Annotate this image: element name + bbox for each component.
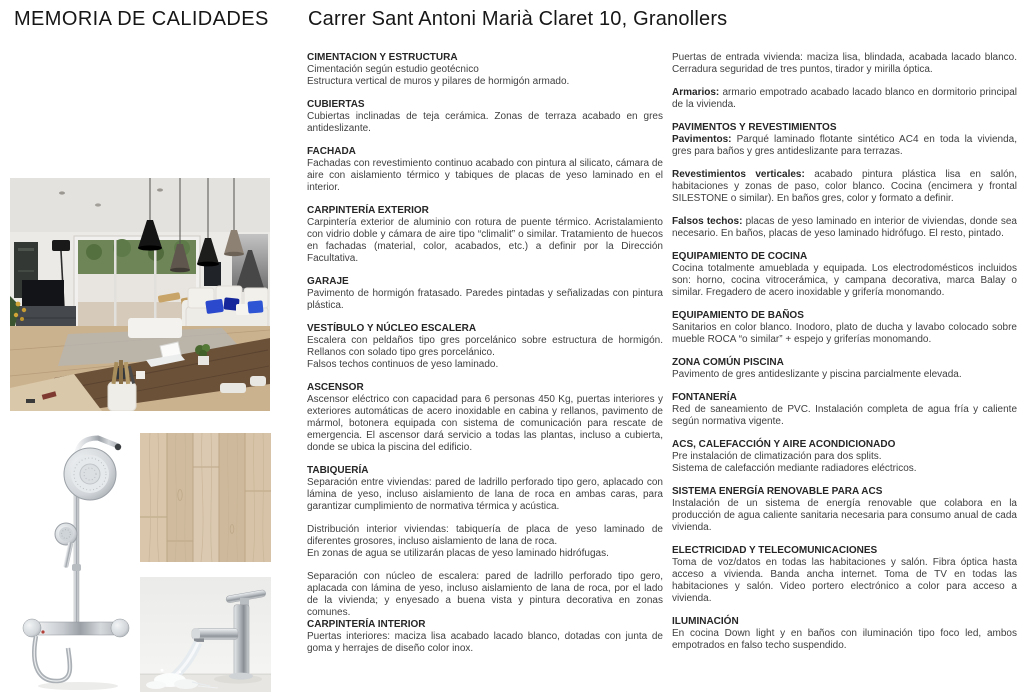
section-armarios — [672, 87, 1017, 111]
section-tabiqueria — [307, 465, 663, 619]
section-paragraph — [672, 134, 1017, 158]
section-paragraph: Puertas interiores: maciza lisa acabado lacado blanco, dotadas con junta de goma y herrajes de diseño color inox. — [307, 631, 663, 654]
section-paragraph: Pavimento de gres antideslizante y piscina parcialmente elevada. — [672, 369, 962, 380]
page-title: MEMORIA DE CALIDADES — [14, 8, 269, 30]
section-paragraph: Distribución interior viviendas: tabiquería de placa de yeso laminado de diferentes grosores, incluso aislamiento de lana de roca. — [307, 524, 663, 547]
paragraph-lead: Revestimientos verticales: — [672, 169, 815, 180]
section-paragraph: Cocina totalmente amueblada y equipada. Los electrodomésticos incluidos son: horno, cocina vitrocerámica, y campana decorativa, marca Balay o similar. Fregadero de acero inoxidable y grifería monomando. — [672, 263, 1017, 298]
section-paragraph: Instalación de un sistema de energía renovable que colabora en la producción de agua caliente sanitaria necesaria para consumo anual de cada vivienda. — [672, 498, 1017, 533]
section-paragraph — [672, 216, 1017, 240]
section-paragraph: Toma de voz/datos en todas las habitaciones y salón. Fibra óptica hasta acceso a vivienda. Banda ancha internet. Toma de TV en todas las habitaciones y salón. Video portero electrónico a color para acceso a vivienda. — [672, 557, 1017, 604]
section-cubiertas — [307, 99, 663, 135]
section-paragraph: Red de saneamiento de PVC. Instalación completa de agua fría y caliente según normativa vigente. — [672, 404, 1017, 427]
section-paragraph: Falsos techos continuos de yeso laminado. — [307, 359, 499, 370]
section-pavimentos-revestimientos — [672, 122, 1017, 240]
section-heading: CARPINTERÍA EXTERIOR — [307, 205, 429, 216]
section-paragraph: En zonas de agua se utilizarán placas de yeso laminado hidrófugas. — [307, 548, 609, 559]
section-paragraph: Escalera con peldaños tipo gres porcelánico sobre estructura de hormigón. Rellanos con solado tipo gres porcelánico. — [307, 335, 663, 358]
column-specs-right — [672, 52, 1017, 663]
section-ascensor — [307, 382, 663, 454]
section-paragraph: Carpintería exterior de aluminio con rotura de puente térmico. Acristalamiento con vidrio doble y cámara de aire tipo “climalit” o similar. Tratamiento de huecos en fachadas (material, color, acabados, etc.) a definir por la Dirección Facultativa. — [307, 217, 663, 264]
section-heading: CARPINTERÍA INTERIOR — [307, 619, 426, 630]
section-garaje — [307, 276, 663, 312]
section-heading: FONTANERÍA — [672, 392, 737, 403]
section-equipamiento-cocina — [672, 251, 1017, 299]
section-energia-renovable — [672, 486, 1017, 534]
section-vestibulo-escalera — [307, 323, 663, 371]
section-paragraph — [672, 169, 1017, 205]
section-fontaneria — [672, 392, 1017, 428]
section-cimentacion-estructura — [307, 52, 663, 88]
living-room-photo — [10, 178, 270, 411]
page-subtitle-address: Carrer Sant Antoni Marià Claret 10, Granollers — [308, 8, 728, 30]
section-paragraph: Cubiertas inclinadas de teja cerámica. Zonas de terraza acabado en gres antideslizante. — [307, 111, 663, 134]
section-heading: TABIQUERÍA — [307, 465, 369, 476]
section-equipamiento-banos — [672, 310, 1017, 346]
section-paragraph: Separación entre viviendas: pared de ladrillo perforado tipo gero, aplacado con lámina de yeso, incluso aislamiento de lana de roca en ambas caras, para garantizar cumplimiento de normativa térmica y acústica. — [307, 477, 663, 512]
section-electricidad-telecomunicaciones — [672, 545, 1017, 605]
section-carpinteria-interior — [307, 619, 663, 655]
section-paragraph: Estructura vertical de muros y pilares de hormigón armado. — [307, 76, 570, 87]
paragraph-lead: Armarios: — [672, 87, 723, 98]
section-paragraph: Sistema de calefacción mediante radiadores eléctricos. — [672, 463, 917, 474]
section-paragraph: Fachadas con revestimiento continuo acabado con pintura al silicato, cámara de aire con aislamiento térmico y tabiques de placas de yeso laminado en el interior. — [307, 158, 663, 193]
wood-flooring-sample-photo — [140, 433, 271, 562]
section-paragraph: Ascensor eléctrico con capacidad para 6 personas 450 Kg, puertas interiores y exteriores automáticas de acero inoxidable en cabina y rellanos, pavimento de mármol, botonera equipada con sistema de comunicación para rescate de emergencia. El ascensor dará servicio a todas las plantas, incluso a cubierta, donde se ubica la piscina del edificio. — [307, 394, 663, 453]
paragraph-text: Parqué laminado flotante sintético AC4 en toda la vivienda, gres para baños y gres antideslizante para terrazas. — [672, 134, 1018, 157]
section-fachada — [307, 146, 663, 194]
section-paragraph: Cimentación según estudio geotécnico — [307, 64, 479, 75]
section-heading: ACS, CALEFACCIÓN Y AIRE ACONDICIONADO — [672, 439, 896, 450]
section-heading: SISTEMA ENERGÍA RENOVABLE PARA ACS — [672, 486, 883, 497]
section-heading: CIMENTACION Y ESTRUCTURA — [307, 52, 458, 63]
section-acs-calefaccion — [672, 439, 1017, 475]
section-carpinteria-exterior — [307, 205, 663, 265]
section-heading: EQUIPAMIENTO DE BAÑOS — [672, 310, 804, 321]
section-paragraph: Separación con núcleo de escalera: pared de ladrillo perforado tipo gero, aplacada con lámina de yeso, incluso aislamiento de lana de roca, por el lado de la vivienda; y enyesado a buena vista y pintura decorativa en zonas comunes. — [307, 571, 663, 618]
section-paragraph: Pre instalación de climatización para dos splits. — [672, 451, 882, 462]
section-heading: ILUMINACIÓN — [672, 616, 739, 627]
section-iluminacion — [672, 616, 1017, 652]
paragraph-text: placas de yeso laminado en interior de viviendas, donde sea necesario. En baños, placas de yeso laminado hidrófugo. El resto, pintado. — [672, 216, 1017, 239]
section-paragraph: Pavimento de hormigón fratasado. Paredes pintadas y señalizadas con pintura plástica. — [307, 288, 663, 311]
section-heading: PAVIMENTOS Y REVESTIMIENTOS — [672, 122, 837, 133]
section-heading: GARAJE — [307, 276, 349, 287]
paragraph-lead: Falsos techos: — [672, 216, 746, 227]
section-zona-comun-piscina — [672, 357, 1017, 381]
section-paragraph: Sanitarios en color blanco. Inodoro, plato de ducha y lavabo colocado sobre mueble ROCA “o similar” + espejo y griferías monomando. — [672, 322, 1017, 345]
section-heading: FACHADA — [307, 146, 356, 157]
section-paragraph — [672, 87, 1017, 111]
section-heading: ELECTRICIDAD Y TELECOMUNICACIONES — [672, 545, 878, 556]
paragraph-text: acabado pintura plástica lisa en salón, habitaciones y zonas de paso, color blanco. Cocina (encimera y frontal SILESTONE o similar). En baños gres, color y formato a definir. — [672, 169, 1017, 204]
section-heading: ASCENSOR — [307, 382, 364, 393]
section-puertas-entrada — [672, 52, 1017, 76]
paragraph-lead: Pavimentos: — [672, 134, 737, 145]
paragraph-text: armario empotrado acabado lacado blanco en dormitorio principal de la vivienda. — [672, 87, 1018, 110]
section-heading: EQUIPAMIENTO DE COCINA — [672, 251, 808, 262]
section-heading: ZONA COMÚN PISCINA — [672, 357, 784, 368]
column-specs-left — [307, 52, 663, 655]
section-heading: CUBIERTAS — [307, 99, 365, 110]
basin-faucet-photo — [140, 577, 271, 692]
section-heading: VESTÍBULO Y NÚCLEO ESCALERA — [307, 323, 477, 334]
section-paragraph: Puertas de entrada vivienda: maciza lisa, blindada, acabada lacado blanco. Cerradura seguridad de tres puntos, tirador y mirilla óptica. — [672, 52, 1017, 75]
shower-column-photo — [16, 428, 136, 692]
section-paragraph: En cocina Down light y en baños con iluminación tipo foco led, ambos empotrados en falso techo suspendido. — [672, 628, 1017, 651]
